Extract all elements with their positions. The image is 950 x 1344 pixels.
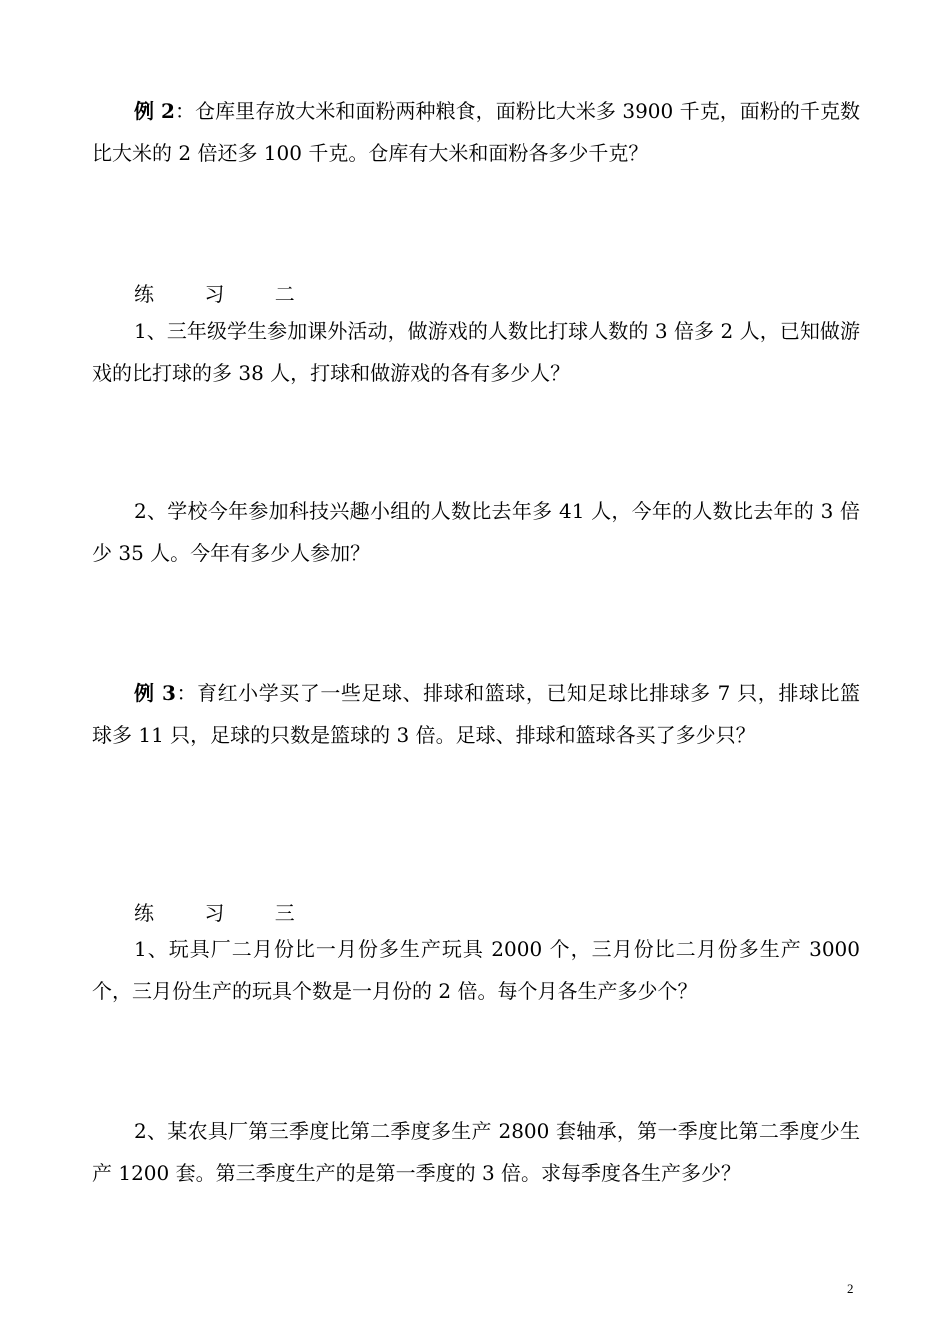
practice-2-question-1: 1、三年级学生参加课外活动，做游戏的人数比打球人数的 3 倍多 2 人，已知做游戏的比打球的多 38 人，打球和做游戏的各有多少人？ [92,319,860,385]
practice-3-heading: 练 习 三 [134,901,317,925]
practice-3-question-1: 1、玩具厂二月份比一月份多生产玩具 2000 个，三月份比二月份多生产 3000 个，三月份生产的玩具个数是一月份的 2 倍。每个月各生产多少个？ [92,937,860,1003]
page-number: 2 [847,1281,854,1296]
practice-3-question-2: 2、某农具厂第三季度比第二季度多生产 2800 套轴承，第一季度比第二季度少生产 1200 套。第三季度生产的是第一季度的 3 倍。求每季度各生产多少？ [92,1119,860,1185]
example-3-label: 例 3 [134,681,176,705]
practice-2-heading: 练 习 二 [134,282,317,306]
example-3-text: 育红小学买了一些足球、排球和篮球，已知足球比排球多 7 只，排球比篮球多 11 只，足球的只数是篮球的 3 倍。足球、排球和篮球各买了多少只？ [92,681,860,747]
example-2-label: 例 2 [134,99,175,123]
example-2-paragraph [92,90,860,174]
example-3-colon: ： [175,681,198,705]
example-2-colon: ： [174,99,196,123]
practice-2-question-2: 2、学校今年参加科技兴趣小组的人数比去年多 41 人，今年的人数比去年的 3 倍少 35 人。今年有多少人参加？ [92,499,860,565]
example-3-paragraph [92,672,860,756]
example-2-text: 仓库里存放大米和面粉两种粮食，面粉比大米多 3900 千克，面粉的千克数比大米的 2 倍还多 100 千克。仓库有大米和面粉各多少千克？ [92,99,860,165]
